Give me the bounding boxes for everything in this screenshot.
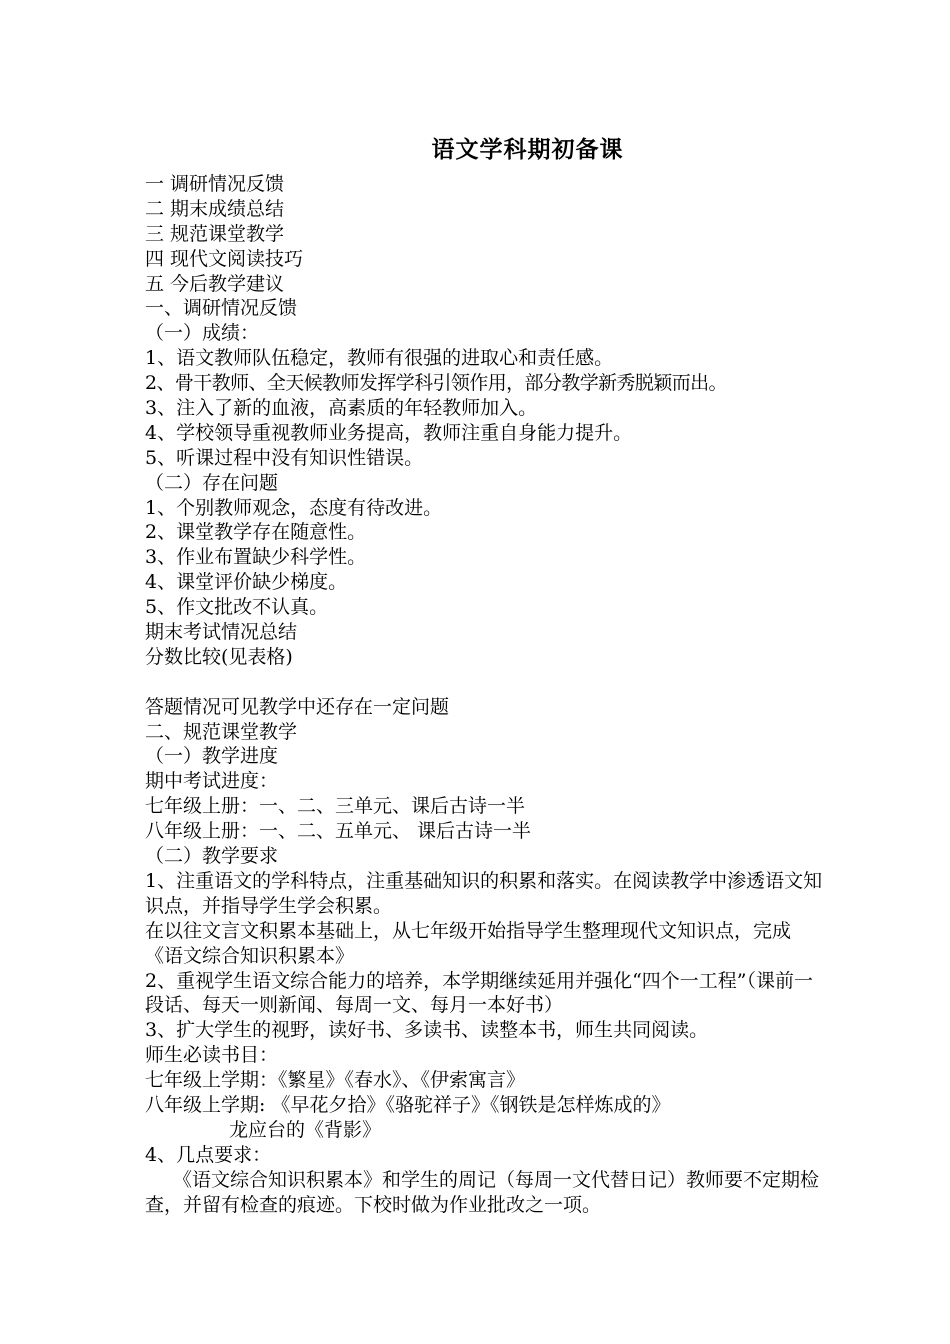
requirement-item-1: 1、注重语文的学科特点，注重基础知识的积累和落实。在阅读教学中渗透语文知识点，并指导学生学会积累。 xyxy=(145,869,823,917)
reading-list-label: 师生必读书目： xyxy=(145,1044,279,1067)
grade8-reading-list: 八年级上学期: 《早花夕拾》《骆驼祥子》《钢铁是怎样炼成的》 xyxy=(145,1094,671,1117)
requirement-item-2: 2、重视学生语文综合能力的培养，本学期继续延用并强化“四个一工程”（课前一段话、每天一则新闻、每周一文、每月一本好书） xyxy=(145,969,814,1017)
outline-item-1: 一 调研情况反馈 xyxy=(145,173,285,195)
grade7-reading-list: 七年级上学期：《繁星》《春水》、《伊索寓言》 xyxy=(145,1069,526,1092)
document-title: 语文学科期初备课 xyxy=(431,136,624,163)
subsection-heading-results: （一）成绩： xyxy=(145,322,260,345)
blank-line xyxy=(145,670,825,695)
requirement-item-3: 3、扩大学生的视野，读好书、多读书、读整本书，师生共同阅读。 xyxy=(145,1019,709,1042)
problem-item-5: 5、作文批改不认真。 xyxy=(145,596,329,619)
grade7-progress: 七年级上册：一、二、三单元、课后古诗一半 xyxy=(145,795,526,818)
score-comparison-line: 分数比较(见表格) xyxy=(145,645,293,668)
section-heading-classroom: 二、规范课堂教学 xyxy=(145,720,298,743)
document-body xyxy=(145,172,825,1218)
midterm-progress-label: 期中考试进度： xyxy=(145,770,279,793)
result-item-2: 2、骨干教师、全天候教师发挥学科引领作用，部分教学新秀脱颖而出。 xyxy=(145,372,727,395)
problem-item-3: 3、作业布置缺少科学性。 xyxy=(145,546,367,569)
problem-item-4: 4、课堂评价缺少梯度。 xyxy=(145,571,348,594)
grade8-progress: 八年级上册：一、二、五单元、 课后古诗一半 xyxy=(145,820,532,843)
result-item-3: 3、注入了新的血液，高素质的年轻教师加入。 xyxy=(145,397,538,420)
outline-item-2: 二 期末成绩总结 xyxy=(145,197,285,220)
requirement-note: 在以往文言文积累本基础上，从七年级开始指导学生整理现代文知识点，完成《语文综合知识积累本》 xyxy=(145,919,792,967)
exam-summary-heading: 期末考试情况总结 xyxy=(145,621,298,644)
result-item-1: 1、语文教师队伍稳定，教师有很强的进取心和责任感。 xyxy=(145,347,614,370)
subsection-heading-problems: （二）存在问题 xyxy=(145,471,279,494)
requirement-detail-paragraph: 《语文综合知识积累本》和学生的周记（每周一文代替日记）教师要不定期检查，并留有检查的痕迹。下校时做为作业批改之一项。 xyxy=(145,1168,820,1216)
outline-item-4: 四 现代文阅读技巧 xyxy=(145,247,304,270)
problem-item-1: 1、个别教师观念，态度有待改进。 xyxy=(145,496,443,519)
result-item-5: 5、听课过程中没有知识性错误。 xyxy=(145,446,424,469)
requirement-item-4: 4、几点要求： xyxy=(145,1143,272,1166)
section-heading-survey: 一、调研情况反馈 xyxy=(145,297,298,320)
outline-item-3: 三 规范课堂教学 xyxy=(145,222,285,245)
grade8-reading-list-extra: 龙应台的《背影》 xyxy=(229,1118,382,1141)
problem-item-2: 2、课堂教学存在随意性。 xyxy=(145,521,367,544)
subsection-heading-progress: （一）教学进度 xyxy=(145,745,279,768)
answer-situation-line: 答题情况可见教学中还存在一定问题 xyxy=(145,695,450,718)
outline-item-5: 五 今后教学建议 xyxy=(145,272,285,295)
result-item-4: 4、学校领导重视教师业务提高，教师注重自身能力提升。 xyxy=(145,421,633,444)
subsection-heading-requirements: （二）教学要求 xyxy=(145,845,279,868)
